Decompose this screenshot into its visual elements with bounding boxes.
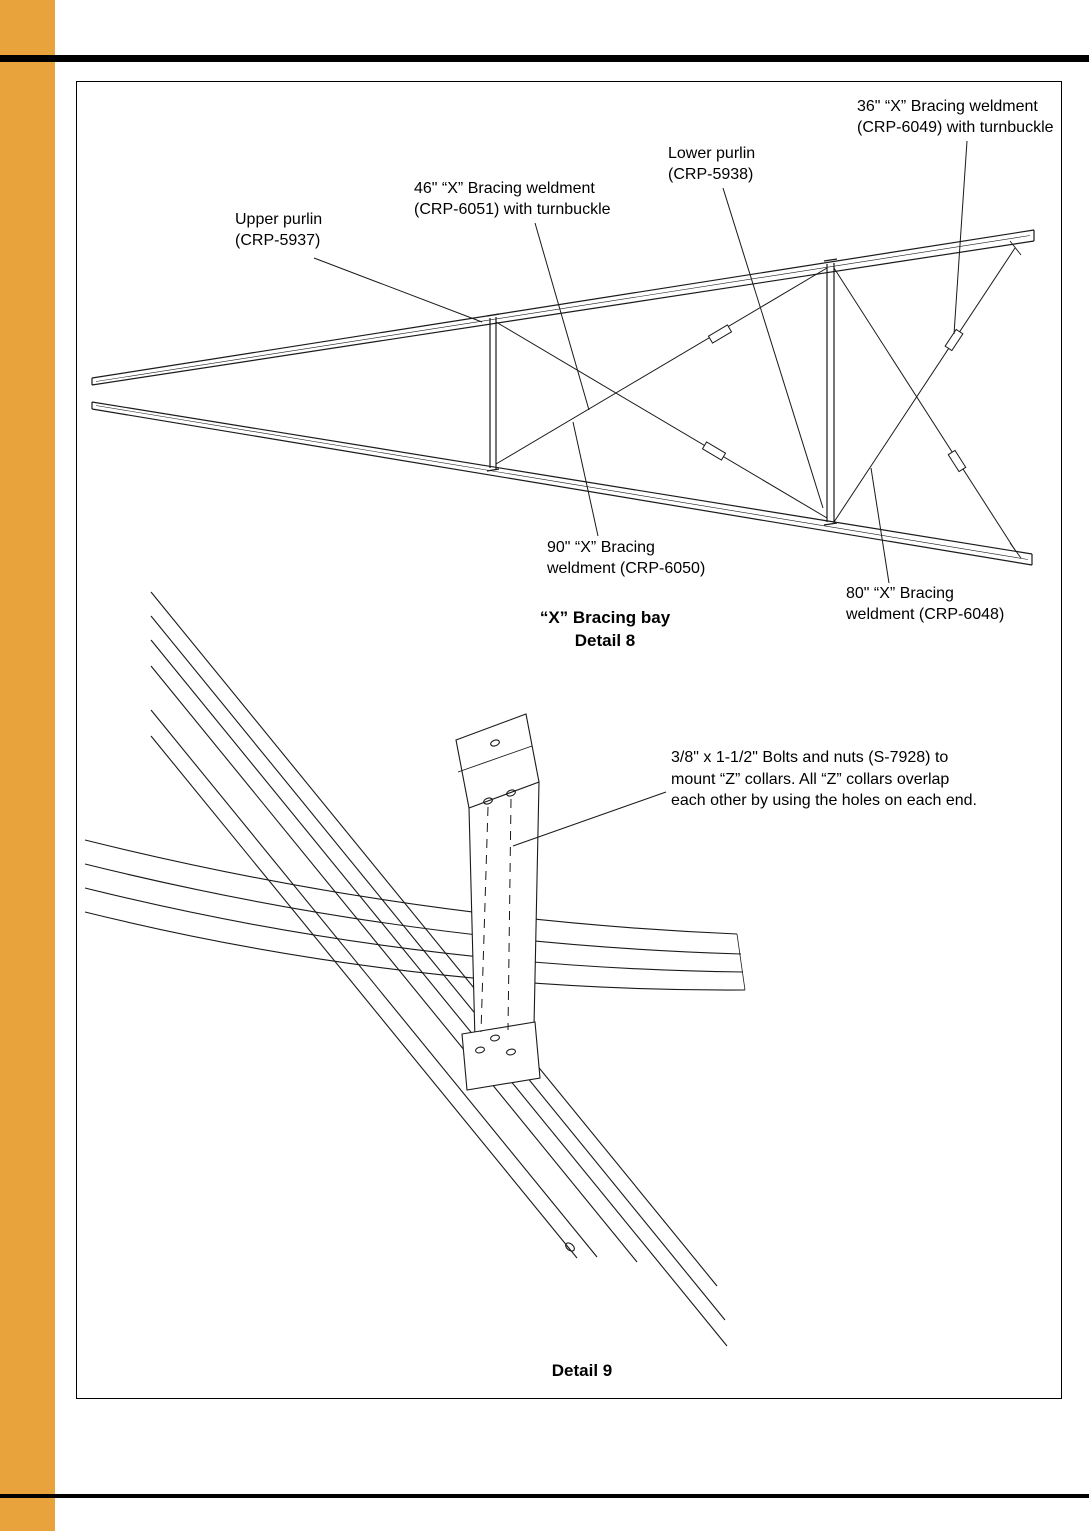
left-accent-bar <box>0 0 55 1531</box>
z-collar-note: 3/8" x 1-1/2" Bolts and nuts (S-7928) to mount “Z” collars. All “Z” collars overlap each other by using the holes on each end. <box>671 749 977 809</box>
label-46-bracing: 46" “X” Bracing weldment (CRP-6051) with turnbuckle <box>414 180 611 218</box>
leader-lines <box>314 141 967 583</box>
z-collar <box>456 714 540 1090</box>
label-lower-purlin: Lower purlin (CRP-5938) <box>668 145 756 183</box>
top-rule <box>0 55 1089 62</box>
detail9-drawing <box>85 592 745 1346</box>
label-36-bracing: 36" “X” Bracing weldment (CRP-6049) with turnbuckle <box>857 98 1054 136</box>
label-90-bracing: 90" “X” Bracing weldment (CRP-6050) <box>547 539 706 577</box>
technical-drawing <box>77 82 1063 1400</box>
label-80-bracing: 80" “X” Bracing weldment (CRP-6048) <box>846 585 1005 623</box>
figure-frame <box>76 81 1062 1399</box>
bracing-posts <box>487 259 837 525</box>
label-upper-purlin: Upper purlin (CRP-5937) <box>235 211 323 249</box>
x-bracing-rods <box>496 241 1021 558</box>
bottom-rule <box>0 1494 1089 1498</box>
detail9-caption: Detail 9 <box>551 1361 613 1380</box>
detail8-caption: “X” Bracing bay Detail 8 <box>539 608 671 650</box>
